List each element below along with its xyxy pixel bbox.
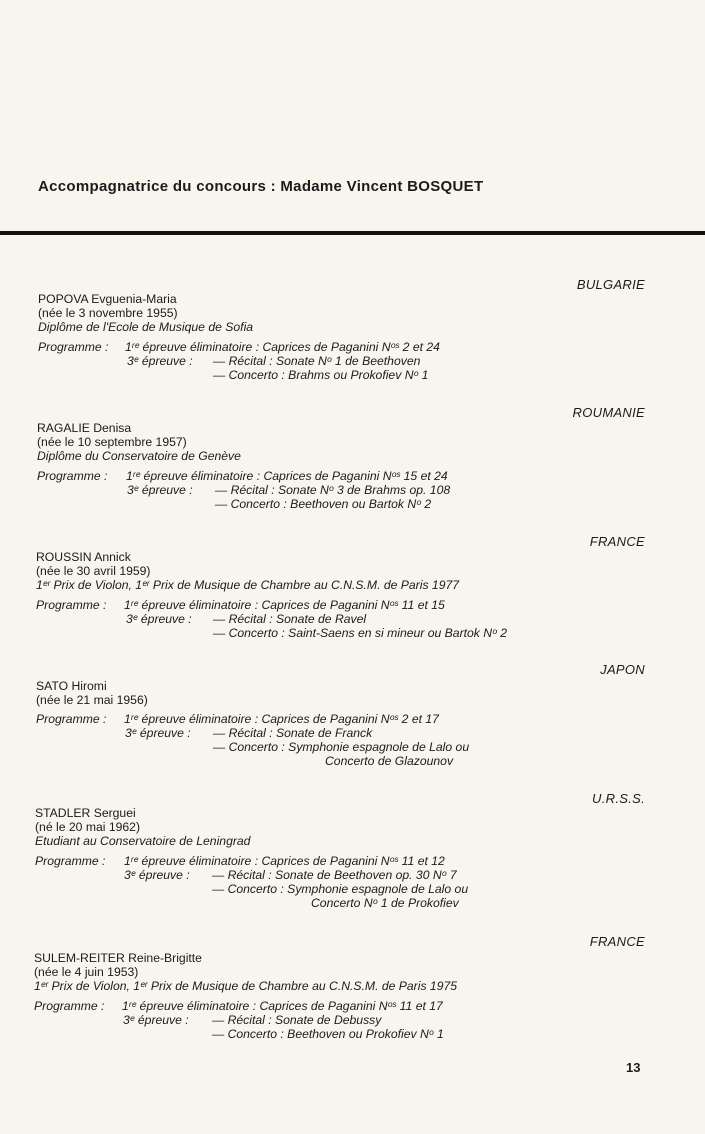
candidate-name: SULEM-REITER Reine-Brigitte: [34, 951, 202, 965]
concerto-line: — Concerto : Symphonie espagnole de Lalo ou: [213, 740, 470, 754]
candidate-credential: Diplôme du Conservatoire de Genève: [37, 449, 241, 463]
candidate-birth: (née le 3 novembre 1955): [38, 306, 178, 320]
candidate-name: SATO Hiromi: [36, 679, 107, 693]
recital-line: — Récital : Sonate de Franck: [213, 726, 373, 740]
round1-line: 1ʳᵉ épreuve éliminatoire : Caprices de Paganini Nᵒˢ 2 et 24: [125, 340, 440, 354]
candidate-credential: 1ᵉʳ Prix de Violon, 1ᵉʳ Prix de Musique de Chambre au C.N.S.M. de Paris 1977: [36, 578, 460, 592]
candidate-country: U.R.S.S.: [592, 791, 645, 806]
candidate-country: FRANCE: [589, 934, 645, 949]
candidate-birth: (né le 20 mai 1962): [35, 820, 141, 834]
round3-label: 3ᵉ épreuve :: [123, 1013, 189, 1027]
round1-line: 1ʳᵉ épreuve éliminatoire : Caprices de Paganini Nᵒˢ 11 et 12: [124, 854, 445, 868]
candidate-country: BULGARIE: [576, 277, 645, 292]
concerto-line: — Concerto : Symphonie espagnole de Lalo ou: [212, 882, 469, 896]
concerto-continuation: Concerto de Glazounov: [325, 754, 454, 768]
candidate-credential: 1ᵉʳ Prix de Violon, 1ᵉʳ Prix de Musique de Chambre au C.N.S.M. de Paris 1975: [34, 979, 458, 993]
concerto-continuation: Concerto Nᵒ 1 de Prokofiev: [311, 896, 459, 910]
round1-line: 1ʳᵉ épreuve éliminatoire : Caprices de Paganini Nᵒˢ 15 et 24: [126, 469, 448, 483]
candidate-country: ROUMANIE: [572, 405, 645, 420]
round1-line: 1ʳᵉ épreuve éliminatoire : Caprices de Paganini Nᵒˢ 11 et 17: [122, 999, 443, 1013]
round1-line: 1ʳᵉ épreuve éliminatoire : Caprices de Paganini Nᵒˢ 11 et 15: [124, 598, 445, 612]
recital-line: — Récital : Sonate de Debussy: [212, 1013, 382, 1027]
round1-line: 1ʳᵉ épreuve éliminatoire : Caprices de Paganini Nᵒˢ 2 et 17: [124, 712, 439, 726]
recital-line: — Récital : Sonate de Beethoven op. 30 Nᵒ 7: [212, 868, 457, 882]
round3-label: 3ᵉ épreuve :: [125, 726, 191, 740]
candidate-birth: (née le 4 juin 1953): [34, 965, 139, 979]
candidate-name: STADLER Serguei: [35, 806, 136, 820]
candidate-name: POPOVA Evguenia-Maria: [38, 292, 177, 306]
concerto-line: — Concerto : Saint-Saens en si mineur ou Bartok Nᵒ 2: [213, 626, 508, 640]
program-label: Programme :: [34, 999, 105, 1013]
candidate-country: FRANCE: [589, 534, 645, 549]
candidate-credential: Etudiant au Conservatoire de Leningrad: [35, 834, 251, 848]
concerto-line: — Concerto : Brahms ou Prokofiev Nᵒ 1: [213, 368, 429, 382]
program-label: Programme :: [35, 854, 106, 868]
candidate-credential: Diplôme de l'Ecole de Musique de Sofia: [38, 320, 254, 334]
candidate-name: RAGALIE Denisa: [37, 421, 132, 435]
recital-line: — Récital : Sonate Nᵒ 3 de Brahms op. 108: [215, 483, 451, 497]
concerto-line: — Concerto : Beethoven ou Prokofiev Nᵒ 1: [212, 1027, 444, 1041]
program-label: Programme :: [36, 712, 107, 726]
candidate-birth: (née le 30 avril 1959): [36, 564, 151, 578]
round3-label: 3ᵉ épreuve :: [124, 868, 190, 882]
recital-line: — Récital : Sonate Nᵒ 1 de Beethoven: [213, 354, 421, 368]
candidate-birth: (née le 10 septembre 1957): [37, 435, 187, 449]
round3-label: 3ᵉ épreuve :: [127, 354, 193, 368]
recital-line: — Récital : Sonate de Ravel: [213, 612, 367, 626]
candidate-name: ROUSSIN Annick: [36, 550, 131, 564]
program-label: Programme :: [36, 598, 107, 612]
heading-rule: [0, 231, 705, 235]
program-label: Programme :: [37, 469, 108, 483]
concerto-line: — Concerto : Beethoven ou Bartok Nᵒ 2: [215, 497, 432, 511]
round3-label: 3ᵉ épreuve :: [126, 612, 192, 626]
round3-label: 3ᵉ épreuve :: [127, 483, 193, 497]
program-label: Programme :: [38, 340, 109, 354]
page-number: 13: [626, 1060, 641, 1075]
candidate-country: JAPON: [600, 662, 645, 677]
candidate-birth: (née le 21 mai 1956): [36, 693, 148, 707]
page-heading: Accompagnatrice du concours : Madame Vincent BOSQUET: [38, 178, 484, 195]
